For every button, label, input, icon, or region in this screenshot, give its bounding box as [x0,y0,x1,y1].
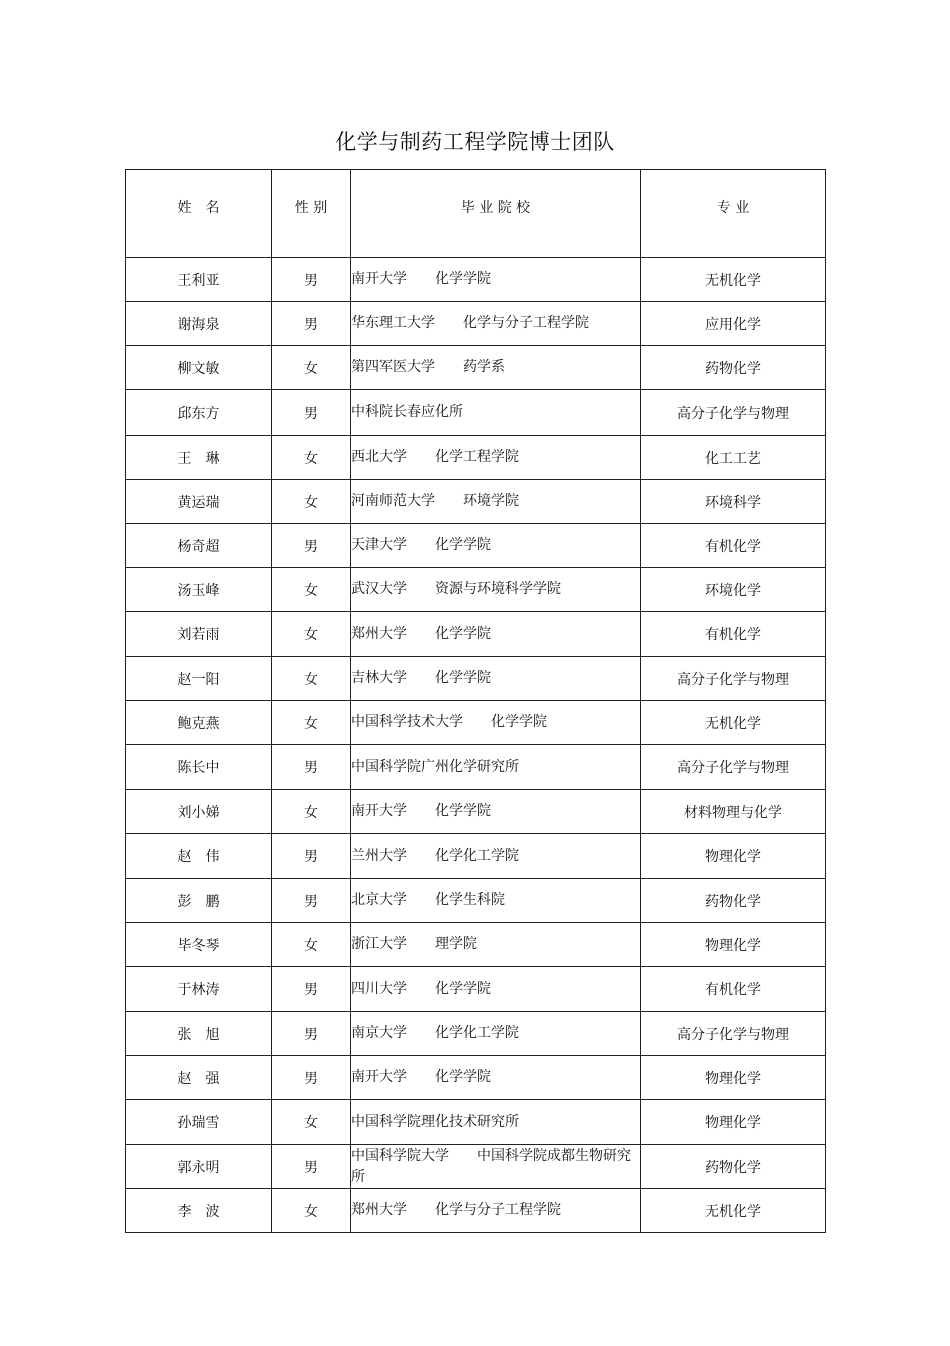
university-name: 郑州大学 [351,625,407,642]
cell-gender: 女 [272,1189,351,1233]
cell-school [351,258,641,302]
cell-school [351,657,641,701]
doctoral-team-table [125,169,826,1233]
cell-school [351,436,641,480]
cell-gender: 女 [272,480,351,524]
spacer [435,493,463,509]
institute-name: 理学院 [435,936,477,952]
spacer [407,848,435,864]
cell-major: 高分子化学与物理 [641,390,826,436]
cell-school [351,346,641,390]
institute-name: 化学生科院 [435,892,505,908]
university-name: 中国科学技术大学 [351,714,463,730]
cell-gender: 男 [272,745,351,790]
spacer [407,936,435,952]
cell-school [351,390,641,436]
cell-major: 环境科学 [641,480,826,524]
cell-name: 王 琳 [126,436,272,480]
cell-school [351,1056,641,1100]
table-row [126,657,826,701]
university-name: 西北大学 [351,449,407,465]
table-row [126,1100,826,1145]
table-row [126,302,826,346]
cell-major: 物理化学 [641,1100,826,1145]
university-name: 南京大学 [351,1025,407,1041]
cell-name: 赵一阳 [126,657,272,701]
cell-school [351,302,641,346]
cell-school [351,790,641,834]
cell-name: 赵 强 [126,1056,272,1100]
cell-major: 材料物理与化学 [641,790,826,834]
table-row [126,923,826,967]
cell-major: 无机化学 [641,701,826,745]
table-row [126,258,826,302]
cell-major: 有机化学 [641,612,826,657]
table-row [126,1145,826,1189]
cell-major: 化工工艺 [641,436,826,480]
institute-name: 资源与环境科学学院 [435,581,561,597]
cell-major: 药物化学 [641,346,826,390]
table-row [126,701,826,745]
spacer [407,981,435,997]
cell-gender: 女 [272,436,351,480]
cell-name: 郭永明 [126,1145,272,1189]
cell-major: 高分子化学与物理 [641,1012,826,1056]
university-name: 第四军医大学 [351,359,435,375]
cell-name: 鲍克燕 [126,701,272,745]
cell-school [351,1189,641,1233]
cell-school [351,745,641,790]
institute-name: 化学学院 [435,980,491,997]
cell-name: 黄运瑞 [126,480,272,524]
cell-school [351,480,641,524]
cell-gender: 男 [272,1056,351,1100]
university-name: 郑州大学 [351,1202,407,1218]
spacer [407,271,435,287]
spacer [407,670,435,686]
institute-name: 化学学院 [435,1069,491,1085]
cell-name: 赵 伟 [126,834,272,879]
table-row [126,436,826,480]
cell-gender: 男 [272,834,351,879]
table-row [126,568,826,612]
university-name: 南开大学 [351,1069,407,1085]
institute-name: 化学学院 [435,537,491,553]
header-gender: 性 别 [272,170,351,258]
cell-major: 物理化学 [641,834,826,879]
spacer [463,714,491,730]
institute-name: 化学工程学院 [435,449,519,465]
cell-school [351,879,641,923]
cell-name: 毕冬琴 [126,923,272,967]
spacer [407,581,435,597]
cell-gender: 女 [272,612,351,657]
university-name: 四川大学 [351,980,407,997]
cell-gender: 男 [272,524,351,568]
cell-gender: 男 [272,302,351,346]
institute-name: 化学学院 [435,271,491,287]
header-major: 专 业 [641,170,826,258]
table-row [126,1056,826,1100]
cell-school [351,524,641,568]
table-row [126,967,826,1012]
cell-name: 邱东方 [126,390,272,436]
cell-major: 环境化学 [641,568,826,612]
cell-gender: 女 [272,657,351,701]
table-row [126,480,826,524]
cell-school [351,1145,641,1189]
table-row [126,390,826,436]
institute-name: 化学化工学院 [435,847,519,864]
cell-major: 药物化学 [641,1145,826,1189]
cell-school [351,612,641,657]
cell-major: 药物化学 [641,879,826,923]
university-name: 中国科学院理化技术研究所 [351,1113,519,1130]
institute-name: 化学学院 [435,625,491,642]
institute-name: 化学与分子工程学院 [463,315,589,331]
university-name: 中国科学院大学 [351,1147,449,1164]
table-row [126,346,826,390]
university-name: 天津大学 [351,537,407,553]
cell-name: 孙瑞雪 [126,1100,272,1145]
cell-name: 刘小娣 [126,790,272,834]
cell-school [351,834,641,879]
cell-school [351,1100,641,1145]
institute-name: 化学与分子工程学院 [435,1202,561,1218]
cell-gender: 男 [272,1145,351,1189]
cell-gender: 女 [272,1100,351,1145]
cell-major: 有机化学 [641,967,826,1012]
cell-gender: 男 [272,1012,351,1056]
cell-gender: 女 [272,568,351,612]
institute-name: 化学学院 [491,714,547,730]
cell-school [351,568,641,612]
spacer [407,892,435,908]
cell-major: 高分子化学与物理 [641,745,826,790]
university-name: 兰州大学 [351,847,407,864]
cell-gender: 男 [272,258,351,302]
university-name: 华东理工大学 [351,315,435,331]
cell-gender: 女 [272,701,351,745]
spacer [407,803,435,819]
table-row [126,790,826,834]
table-body [126,258,826,1233]
cell-name: 汤玉峰 [126,568,272,612]
cell-name: 于林涛 [126,967,272,1012]
spacer [407,537,435,553]
institute-name: 化学学院 [435,803,491,819]
spacer [407,1069,435,1085]
header-school: 毕 业 院 校 [351,170,641,258]
spacer [407,449,435,465]
cell-gender: 女 [272,790,351,834]
university-name: 南开大学 [351,271,407,287]
spacer [407,626,435,642]
university-name: 北京大学 [351,892,407,908]
spacer [435,315,463,331]
cell-gender: 男 [272,390,351,436]
university-name: 南开大学 [351,803,407,819]
cell-major: 应用化学 [641,302,826,346]
cell-name: 柳文敏 [126,346,272,390]
table-row [126,745,826,790]
cell-name: 彭 鹏 [126,879,272,923]
institute-name: 化学学院 [435,670,491,686]
cell-major: 无机化学 [641,1189,826,1233]
cell-school [351,923,641,967]
cell-major: 物理化学 [641,923,826,967]
spacer [407,1202,435,1218]
cell-name: 杨奇超 [126,524,272,568]
university-name: 浙江大学 [351,936,407,952]
cell-gender: 男 [272,879,351,923]
cell-school [351,1012,641,1056]
cell-gender: 男 [272,967,351,1012]
cell-school [351,967,641,1012]
cell-name: 陈长中 [126,745,272,790]
table-row [126,1012,826,1056]
spacer [449,1148,477,1164]
table-header-row [126,170,826,258]
cell-gender: 女 [272,346,351,390]
cell-gender: 女 [272,923,351,967]
cell-major: 物理化学 [641,1056,826,1100]
cell-major: 有机化学 [641,524,826,568]
cell-school [351,701,641,745]
cell-major: 高分子化学与物理 [641,657,826,701]
spacer [407,1025,435,1041]
university-name: 河南师范大学 [351,493,435,509]
table-row [126,612,826,657]
institute-name: 环境学院 [463,493,519,509]
header-name: 姓 名 [126,170,272,258]
page-title: 化学与制药工程学院博士团队 [335,130,615,154]
cell-name: 王利亚 [126,258,272,302]
cell-name: 张 旭 [126,1012,272,1056]
table-row [126,1189,826,1233]
table-row [126,879,826,923]
cell-name: 李 波 [126,1189,272,1233]
university-name: 武汉大学 [351,581,407,597]
cell-major: 无机化学 [641,258,826,302]
table-row [126,834,826,879]
cell-name: 刘若雨 [126,612,272,657]
university-name: 中国科学院广州化学研究所 [351,758,519,775]
institute-name: 化学化工学院 [435,1025,519,1041]
cell-name: 谢海泉 [126,302,272,346]
table-row [126,524,826,568]
university-name: 吉林大学 [351,670,407,686]
institute-name: 中国科学院成都生物研究所 [351,1147,631,1185]
spacer [435,359,463,375]
institute-name: 药学系 [463,359,505,375]
university-name: 中科院长春应化所 [351,404,463,420]
